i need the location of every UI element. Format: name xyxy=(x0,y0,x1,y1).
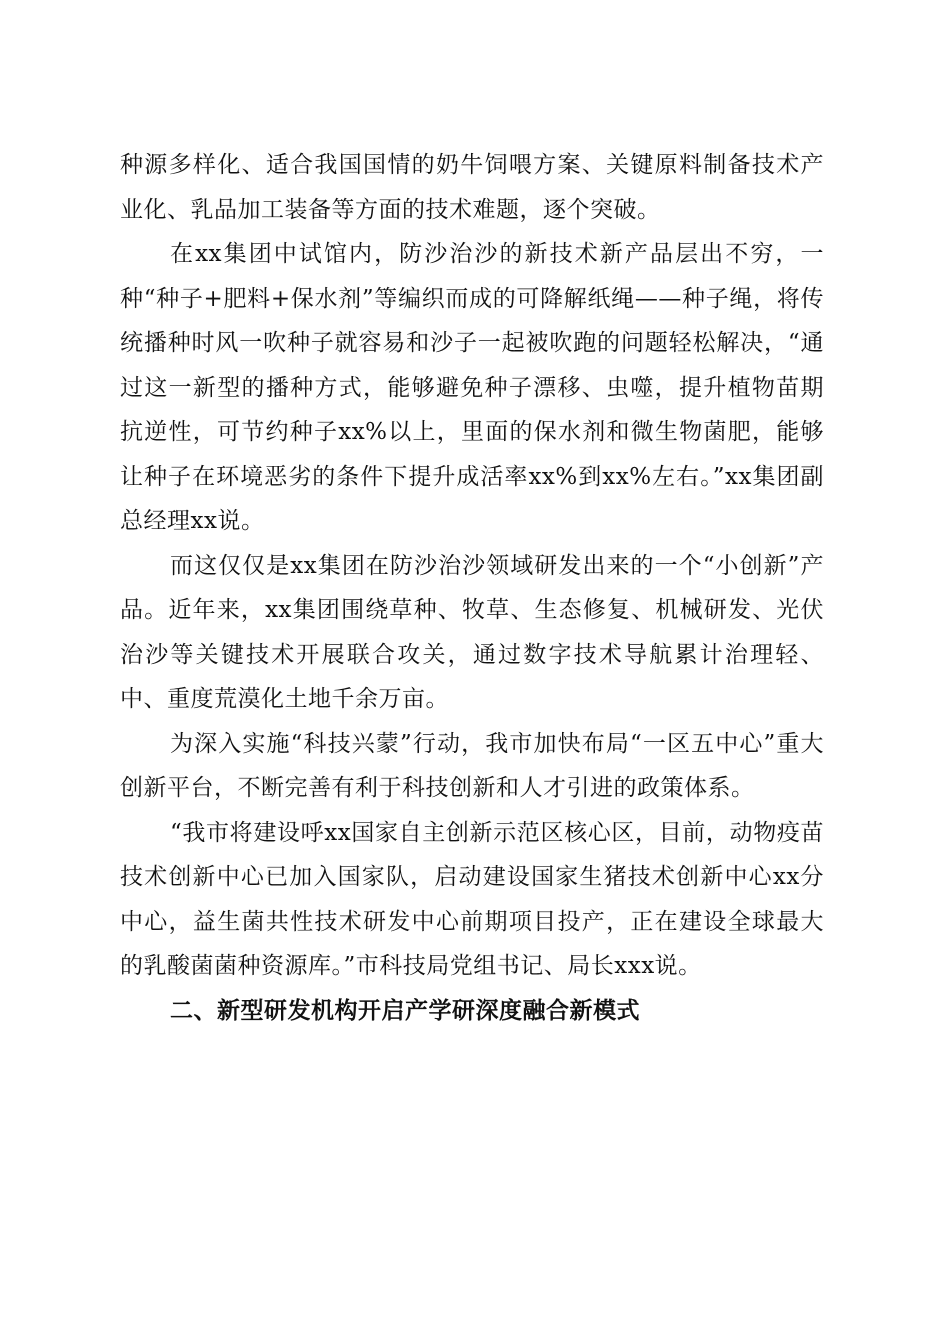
paragraph-quote: “我市将建设呼xx国家自主创新示范区核心区，目前，动物疫苗技术创新中心已加入国家队，启动建设国家生猪技术创新中心xx分中心，益生菌共性技术研发中心前期项目投产，正在建设全球最大的乳酸菌菌种资源库。”市科技局党组书记、局长xxx说。 xyxy=(120,819,824,979)
paragraph-continuation: 种源多样化、适合我国国情的奶牛饲喂方案、关键原料制备技术产业化、乳品加工装备等方面的技术难题，逐个突破。 xyxy=(120,152,824,223)
paragraph-small-innovation: 而这仅仅是xx集团在防沙治沙领域研发出来的一个“小创新”产品。近年来，xx集团围绕草种、牧草、生态修复、机械研发、光伏治沙等关键技术开展联合攻关，通过数字技术导航累计治理轻、中、重度荒漠化土地千余万亩。 xyxy=(120,552,824,712)
paragraph-tech-action: 为深入实施“科技兴蒙”行动，我市加快布局“一区五中心”重大创新平台，不断完善有利于科技创新和人才引进的政策体系。 xyxy=(120,730,824,801)
document-body xyxy=(120,143,824,1033)
paragraph-seed-rope: 在xx集团中试馆内，防沙治沙的新技术新产品层出不穷，一种“种子+肥料+保水剂”等编织而成的可降解纸绳——种子绳，将传统播种时风一吹种子就容易和沙子一起被吹跑的问题轻松解决，“通过这一新型的播种方式，能够避免种子漂移、虫噬，提升植物苗期抗逆性，可节约种子xx%以上，里面的保水剂和微生物菌肥，能够让种子在环境恶劣的条件下提升成活率xx%到xx%左右。”xx集团副总经理xx说。 xyxy=(120,241,824,534)
section-heading: 二、新型研发机构开启产学研深度融合新模式 xyxy=(170,997,640,1024)
